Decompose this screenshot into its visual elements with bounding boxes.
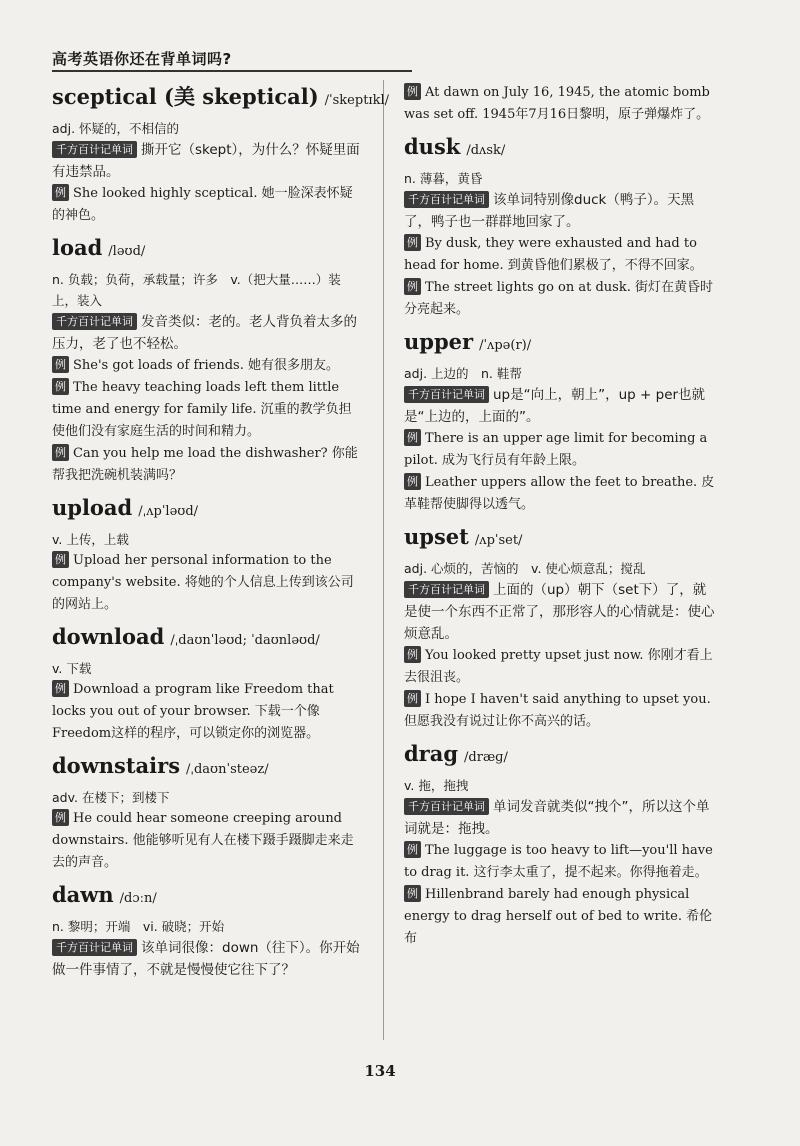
memory-tip-label: 千方百计记单词 [404,191,489,208]
memory-tip-text: 发音类似：老的。老人背负着太多的压力，老了也不轻松。 [52,314,357,352]
example-icon: 例 [404,646,421,663]
memory-tip-label: 千方百计记单词 [52,939,137,956]
column-divider [383,80,384,1040]
dictionary-entry [52,82,389,227]
memory-tip-label: 千方百计记单词 [404,386,489,403]
headword-line [52,622,364,656]
example-text: The street lights go on at dusk. 街灯在黄昏时分亮起来。 [404,280,713,317]
phonetic: /ˈskeptɪkl/ [324,93,389,108]
example-sentence [52,183,364,227]
dictionary-entry [404,132,716,321]
example-icon: 例 [404,278,421,295]
part-of-speech: n. 黎明；开端 vi. 破晓；开始 [52,919,225,934]
memory-tip [52,139,364,183]
memory-tip [404,796,716,840]
headword: upper [404,329,474,354]
memory-tip-label: 千方百计记单词 [52,313,137,330]
memory-tip [52,311,364,355]
headword: dusk [404,134,461,159]
example-sentence [52,679,364,745]
headword-line [52,82,389,116]
example-text: The heavy teaching loads left them little time and energy for family life. 沉重的教学负担使他们没有家庭生活的时间和精力。 [52,380,352,439]
memory-tip [52,937,364,981]
example-text: There is an upper age limit for becoming a pilot. 成为飞行员有年龄上限。 [404,431,708,468]
headword: download [52,624,165,649]
memory-tip-text: 该单词很像：down（往下）。你开始做一件事情了，不就是慢慢使它往下了？ [52,940,360,978]
example-sentence [52,808,364,874]
headword-line [52,880,364,914]
example-text: She looked highly sceptical. 她一脸深表怀疑的神色。 [52,186,353,223]
memory-tip-label: 千方百计记单词 [404,798,489,815]
phonetic: /dʌsk/ [466,143,506,158]
example-sentence [404,840,716,884]
phonetic: /ˌdaʊnˈləʊd; ˈdaʊnləʊd/ [170,633,320,648]
dictionary-entry [404,82,716,126]
example-text: Download a program like Freedom that locks you out of your browser. 下载一个像Freedom这样的程序，可以锁定你的浏览器。 [52,682,334,741]
headword: dawn [52,882,114,907]
example-text: You looked pretty upset just now. 你刚才看上去很沮丧。 [404,648,713,685]
memory-tip-label: 千方百计记单词 [52,141,137,158]
example-sentence [404,472,716,516]
example-sentence [404,645,716,689]
example-icon: 例 [404,690,421,707]
example-text: Leather uppers allow the feet to breathe. 皮革鞋帮使脚得以透气。 [404,475,715,512]
headword: upload [52,495,133,520]
running-header [52,48,412,72]
example-sentence [52,355,364,377]
part-of-speech: n. 负载；负荷，承载量；许多 v.（把大量……）装上，装入 [52,272,341,308]
phonetic: /ʌpˈset/ [474,533,523,548]
example-sentence [404,689,716,733]
memory-tip-label: 千方百计记单词 [404,581,489,598]
page-number: 134 [364,1062,396,1080]
memory-tip [404,189,716,233]
example-text: Upload her personal information to the company's website. 将她的个人信息上传到该公司的网站上。 [52,553,354,612]
headword-line [404,132,716,166]
part-of-speech: v. 拖，拖拽 [404,778,469,793]
headword-line [404,522,716,556]
memory-tip [404,579,716,645]
dictionary-entry [52,751,364,874]
left-column [52,82,389,987]
example-icon: 例 [52,809,69,826]
memory-tip [404,384,716,428]
headword: drag [404,741,459,766]
dictionary-entry [52,233,364,487]
example-text: Hillenbrand barely had enough physical energy to drag herself out of bed to write. 希伦布 [404,887,713,946]
part-of-speech: adj. 怀疑的，不相信的 [52,121,180,136]
memory-tip-text: up是“向上，朝上”，up + per也就是“上边的，上面的”。 [404,387,706,425]
part-of-speech: adv. 在楼下；到楼下 [52,790,170,805]
headword-line [404,327,716,361]
example-icon: 例 [404,885,421,902]
memory-tip-text: 单词发音就类似“拽个”，所以这个单词就是：拖拽。 [404,799,710,837]
part-of-speech: v. 上传，上载 [52,532,129,547]
phonetic: /ˌʌpˈləʊd/ [138,504,199,519]
example-sentence [404,82,716,126]
example-sentence [52,377,364,443]
part-of-speech: adj. 上边的 n. 鞋帮 [404,366,522,381]
example-text: The luggage is too heavy to lift—you'll have to drag it. 这行李太重了，提不起来。你得拖着走。 [404,843,713,880]
headword-line [52,233,364,267]
example-icon: 例 [52,680,69,697]
memory-tip-text: 上面的（up）朝下（set下）了，就是使一个东西不正常了，那形容人的心情就是：使心烦意乱。 [404,582,715,642]
headword-line [52,493,364,527]
example-sentence [404,884,716,950]
dictionary-entry [52,880,364,981]
phonetic: /ˈʌpə(r)/ [479,338,532,353]
example-text: At dawn on July 16, 1945, the atomic bomb was set off. 1945年7月16日黎明，原子弹爆炸了。 [404,85,710,122]
example-icon: 例 [404,841,421,858]
dictionary-entry [52,493,364,616]
dictionary-entry [404,739,716,950]
example-sentence [404,428,716,472]
example-sentence [52,550,364,616]
phonetic: /ˌdaʊnˈsteəz/ [186,762,269,777]
memory-tip-text: 该单词特别像duck（鸭子）。天黑了，鸭子也一群群地回家了。 [404,192,695,230]
headword-line [404,739,716,773]
example-text: I hope I haven't said anything to upset you. 但愿我没有说过让你不高兴的话。 [404,692,711,729]
part-of-speech: n. 薄暮，黄昏 [404,171,483,186]
dictionary-entry [52,622,364,745]
example-text: By dusk, they were exhausted and had to head for home. 到黄昏他们累极了，不得不回家。 [404,236,703,273]
example-icon: 例 [404,83,421,100]
right-column [404,82,716,956]
dictionary-entry [404,522,716,733]
dictionary-entry [404,327,716,516]
example-text: Can you help me load the dishwasher? 你能帮我把洗碗机装满吗？ [52,446,358,483]
headword: upset [404,524,469,549]
example-sentence [404,277,716,321]
example-sentence [404,233,716,277]
headword: sceptical (美 skeptical) [52,84,319,109]
example-icon: 例 [52,551,69,568]
phonetic: /ləʊd/ [108,244,146,259]
memory-tip-text: 撕开它（skept），为什么？怀疑里面有违禁品。 [52,142,360,180]
example-icon: 例 [404,234,421,251]
example-sentence [52,443,364,487]
phonetic: /dɔːn/ [119,891,157,906]
part-of-speech: adj. 心烦的，苦恼的 v. 使心烦意乱；搅乱 [404,561,646,576]
example-icon: 例 [52,356,69,373]
example-icon: 例 [52,184,69,201]
example-icon: 例 [52,444,69,461]
part-of-speech: v. 下载 [52,661,92,676]
phonetic: /dræɡ/ [464,750,508,765]
headword: load [52,235,103,260]
example-icon: 例 [52,378,69,395]
example-icon: 例 [404,429,421,446]
headword: downstairs [52,753,181,778]
example-text: She's got loads of friends. 她有很多朋友。 [73,358,339,373]
example-icon: 例 [404,473,421,490]
headword-line [52,751,364,785]
header-title: 高考英语你还在背单词吗? [52,50,232,68]
example-text: He could hear someone creeping around downstairs. 他能够听见有人在楼下蹑手蹑脚走来走去的声音。 [52,811,354,870]
